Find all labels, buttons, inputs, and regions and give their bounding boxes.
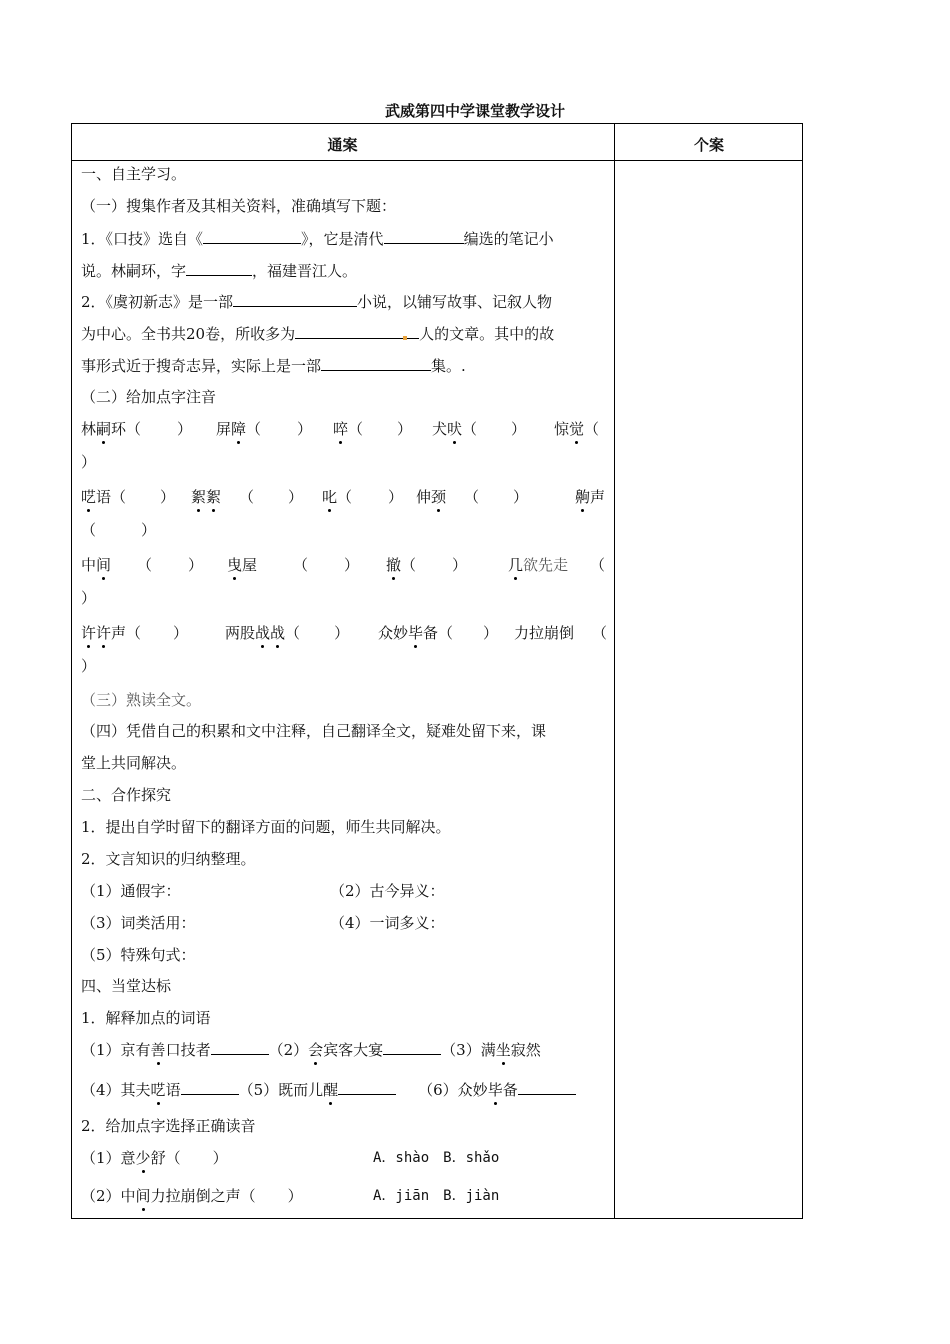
- dotted-char: 颈: [431, 488, 447, 506]
- choice-question-2: [81, 1186, 303, 1206]
- paren-open: （: [590, 556, 606, 574]
- pinyin-item-zhong-miao-bi-bei: [378, 622, 498, 643]
- dotted-char: 曳: [227, 556, 243, 574]
- q2-blank-author-era[interactable]: [295, 323, 405, 339]
- paren-close: ）: [287, 1187, 303, 1205]
- answer-blank-1[interactable]: [211, 1039, 269, 1055]
- q2-blank-genre[interactable]: [233, 291, 357, 307]
- knowledge-item-5: （5）特殊句式：: [81, 946, 196, 964]
- task-classical-knowledge: 2．文言知识的归纳整理。: [81, 850, 256, 868]
- dotted-char: 少: [135, 1149, 151, 1167]
- dotted-char: 呓: [150, 1081, 166, 1099]
- text: （2）中: [81, 1187, 136, 1205]
- paren-close: ）: [344, 556, 360, 574]
- pinyin-item-ping-zhang: [216, 418, 312, 439]
- text: （5）既而儿: [238, 1081, 324, 1099]
- char: 惊: [554, 420, 570, 438]
- pinyin-item-xu-xu-sheng: [81, 622, 188, 643]
- task-translate-line-1: （四）凭借自己的积累和文中注释，自己翻译全文，疑难处留下来，课: [81, 722, 547, 740]
- dotted-char: 醒: [323, 1081, 339, 1099]
- char: 声: [590, 488, 606, 506]
- dotted-char: 啐: [333, 420, 349, 438]
- dotted-char: 间: [135, 1187, 151, 1205]
- char: 屏: [216, 420, 232, 438]
- q2-blank-tail[interactable]: [405, 323, 419, 339]
- pinyin-item-yi-yu: [81, 486, 175, 507]
- q1-blank-courtesy-name[interactable]: [186, 260, 252, 276]
- text: （2）: [268, 1041, 309, 1059]
- q1-text-e: ，福建晋江人。: [252, 262, 358, 280]
- dotted-char: 觉: [569, 420, 585, 438]
- paren-close: ）: [334, 624, 350, 642]
- task-collect-info: （一）搜集作者及其相关资料，准确填写下题：: [81, 197, 397, 215]
- paren-close: ）: [397, 420, 413, 438]
- paren-close-wrap-3: ）: [81, 657, 97, 675]
- paren-open: （: [293, 556, 309, 574]
- char: 声（: [111, 624, 142, 642]
- char: 备（: [423, 624, 454, 642]
- text: （6）众妙: [418, 1081, 488, 1099]
- header-common-plan: 通案: [327, 136, 358, 154]
- explain-row-1: [81, 1039, 541, 1060]
- q2-text-d: 人的文章。其中的故: [419, 325, 555, 343]
- dotted-char: 坐: [495, 1041, 511, 1059]
- text: 语: [165, 1081, 181, 1099]
- pinyin-item-li-la-beng-dao: [514, 622, 607, 643]
- q1-blank-source[interactable]: [203, 228, 301, 244]
- section-self-study: 一、自主学习。: [81, 165, 187, 183]
- paren-open: （: [348, 420, 364, 438]
- dotted-char: 絮: [206, 488, 222, 506]
- char: 众妙: [378, 624, 409, 642]
- test-explain-words: 1．解释加点的词语: [81, 1009, 211, 1027]
- dotted-char: 齁: [575, 488, 591, 506]
- choice-options-1[interactable]: A．shào B．shǎo: [373, 1150, 500, 1166]
- task-translate-line-2: 堂上共同解决。: [81, 754, 187, 772]
- paren-close-wrap: ）: [81, 453, 97, 471]
- paren-close: ）: [188, 556, 204, 574]
- paren-open: （: [246, 420, 262, 438]
- paren-open: （: [592, 624, 608, 642]
- char: 犬: [432, 420, 448, 438]
- q2-blank-collection[interactable]: [321, 355, 431, 371]
- task-read-through: （三）熟读全文。: [81, 691, 202, 709]
- pinyin-item-ji-yu-xian-zou: [508, 554, 605, 575]
- pinyin-item-shen-jing: [416, 486, 528, 507]
- answer-blank-6[interactable]: [518, 1079, 576, 1095]
- section-in-class-test: 四、当堂达标: [81, 977, 172, 995]
- dotted-char: 善: [150, 1041, 166, 1059]
- pinyin-item-xu-xu: [191, 486, 303, 507]
- knowledge-item-1: （1）通假字：: [81, 882, 181, 900]
- dotted-char: 许: [96, 624, 112, 642]
- pinyin-item-chi: [322, 486, 403, 507]
- q2-text-e: 事形式近于搜奇志异，实际上是一部: [81, 357, 322, 375]
- q2-text-c: 为中心。全书共20卷，所收多为: [81, 325, 296, 343]
- dotted-char: 毕: [408, 624, 424, 642]
- pinyin-item-ye-wu: [227, 554, 359, 575]
- dotted-char: 毕: [487, 1081, 503, 1099]
- char: 伸: [416, 488, 432, 506]
- paren-close: ）: [288, 488, 304, 506]
- paren-open: （: [584, 420, 600, 438]
- question-1-line-1: [81, 228, 554, 249]
- question-2-line-2: [81, 323, 554, 344]
- q1-text-d: 说。林嗣环，字: [81, 262, 187, 280]
- text: （3）满: [441, 1041, 496, 1059]
- column-divider: [614, 123, 615, 1219]
- char: 林: [81, 420, 97, 438]
- answer-blank-4[interactable]: [181, 1079, 239, 1095]
- pinyin-item-che: [386, 554, 467, 575]
- task-phonetic: （二）给加点字注音: [81, 388, 217, 406]
- text: （1）京有: [81, 1041, 151, 1059]
- paren-close: ）: [452, 556, 468, 574]
- paren-close: ）: [177, 420, 193, 438]
- paren-close: ）: [173, 624, 189, 642]
- q1-text-b: 》，它是清代: [301, 230, 384, 248]
- dotted-char: 撤: [386, 556, 402, 574]
- highlight-mark: [403, 336, 407, 340]
- task-raise-questions: 1．提出自学时留下的翻译方面的问题，师生共同解决。: [81, 818, 451, 836]
- paren-close: ）: [212, 1149, 228, 1167]
- text: 舒（: [150, 1149, 181, 1167]
- paren-close: ）: [513, 488, 529, 506]
- pinyin-item-liang-gu-zhan-zhan: [225, 622, 349, 643]
- question-1-line-2: [81, 260, 357, 281]
- paren-close: ）: [483, 624, 499, 642]
- q1-text-a: 1．《口技》选自《: [81, 230, 204, 248]
- paren-open: （: [337, 488, 353, 506]
- text: 寂然: [510, 1041, 541, 1059]
- char: 两股: [225, 624, 256, 642]
- dotted-char: 战: [255, 624, 271, 642]
- paren-wrap: （ ）: [81, 521, 157, 539]
- q2-text-b: 小说，以铺写故事、记叙人物: [357, 293, 553, 311]
- pinyin-item-hou-sheng: [575, 486, 605, 507]
- paren-open: （: [239, 488, 255, 506]
- char: 欲先走: [523, 556, 569, 574]
- dotted-char: 呓: [81, 488, 97, 506]
- pinyin-item-cui: [333, 418, 412, 439]
- question-2-line-3: [81, 355, 466, 376]
- question-2-line-1: [81, 291, 552, 312]
- char: 环（: [111, 420, 142, 438]
- char: 语（: [96, 488, 127, 506]
- q1-blank-editor[interactable]: [384, 228, 464, 244]
- document-title: 武威第四中学课堂教学设计: [384, 102, 565, 120]
- section-cooperative-inquiry: 二、合作探究: [81, 786, 172, 804]
- text: （4）其夫: [81, 1081, 151, 1099]
- dotted-char: 吠: [447, 420, 463, 438]
- header-divider: [71, 160, 803, 161]
- header-individual-plan: 个案: [693, 136, 724, 154]
- pinyin-item-zhong-jian: [81, 554, 203, 575]
- char: 屋: [242, 556, 258, 574]
- q2-text-f: 集。.: [431, 357, 466, 375]
- dotted-char: 絮: [191, 488, 207, 506]
- choice-question-1: [81, 1148, 228, 1168]
- dotted-char: 障: [231, 420, 247, 438]
- dotted-char: 几: [508, 556, 524, 574]
- knowledge-item-3: （3）词类活用：: [81, 914, 196, 932]
- paren-close-wrap-2: ）: [81, 589, 97, 607]
- pinyin-item-lin-si-huan: [81, 418, 192, 439]
- char: 中: [81, 556, 97, 574]
- q2-text-a: 2．《虞初新志》是一部: [81, 293, 234, 311]
- answer-blank-5[interactable]: [338, 1079, 396, 1095]
- paren-close: ）: [388, 488, 404, 506]
- paren-open: （: [401, 556, 417, 574]
- text: 力拉崩倒之声（: [150, 1187, 256, 1205]
- dotted-char: 叱: [322, 488, 338, 506]
- explain-row-2: [81, 1079, 576, 1100]
- text: 口技者: [165, 1041, 211, 1059]
- paren-close: ）: [160, 488, 176, 506]
- choice-options-2[interactable]: A．jiān B．jiàn: [373, 1188, 500, 1204]
- dotted-char: 间: [96, 556, 112, 574]
- dotted-char: 许: [81, 624, 97, 642]
- dotted-char: 嗣: [96, 420, 112, 438]
- paren-open: （: [464, 488, 480, 506]
- knowledge-item-2: （2）古今异义：: [330, 882, 445, 900]
- paren-close: ）: [511, 420, 527, 438]
- paren-open: （: [137, 556, 153, 574]
- q1-text-c: 编选的笔记小: [463, 230, 554, 248]
- text: 宾客大宴: [323, 1041, 384, 1059]
- text: （1）意: [81, 1149, 136, 1167]
- paren-open: （: [462, 420, 478, 438]
- answer-blank-2[interactable]: [383, 1039, 441, 1055]
- text: 备: [502, 1081, 518, 1099]
- test-choose-pronunciation: 2．给加点字选择正确读音: [81, 1117, 256, 1135]
- char: 力拉崩倒: [514, 624, 575, 642]
- paren-close: ）: [297, 420, 313, 438]
- knowledge-item-4: （4）一词多义：: [330, 914, 445, 932]
- pinyin-item-quan-fei: [432, 418, 526, 439]
- dotted-char: 战: [270, 624, 286, 642]
- dotted-char: 会: [308, 1041, 324, 1059]
- pinyin-item-jing-jue: [554, 418, 599, 439]
- paren-open: （: [285, 624, 301, 642]
